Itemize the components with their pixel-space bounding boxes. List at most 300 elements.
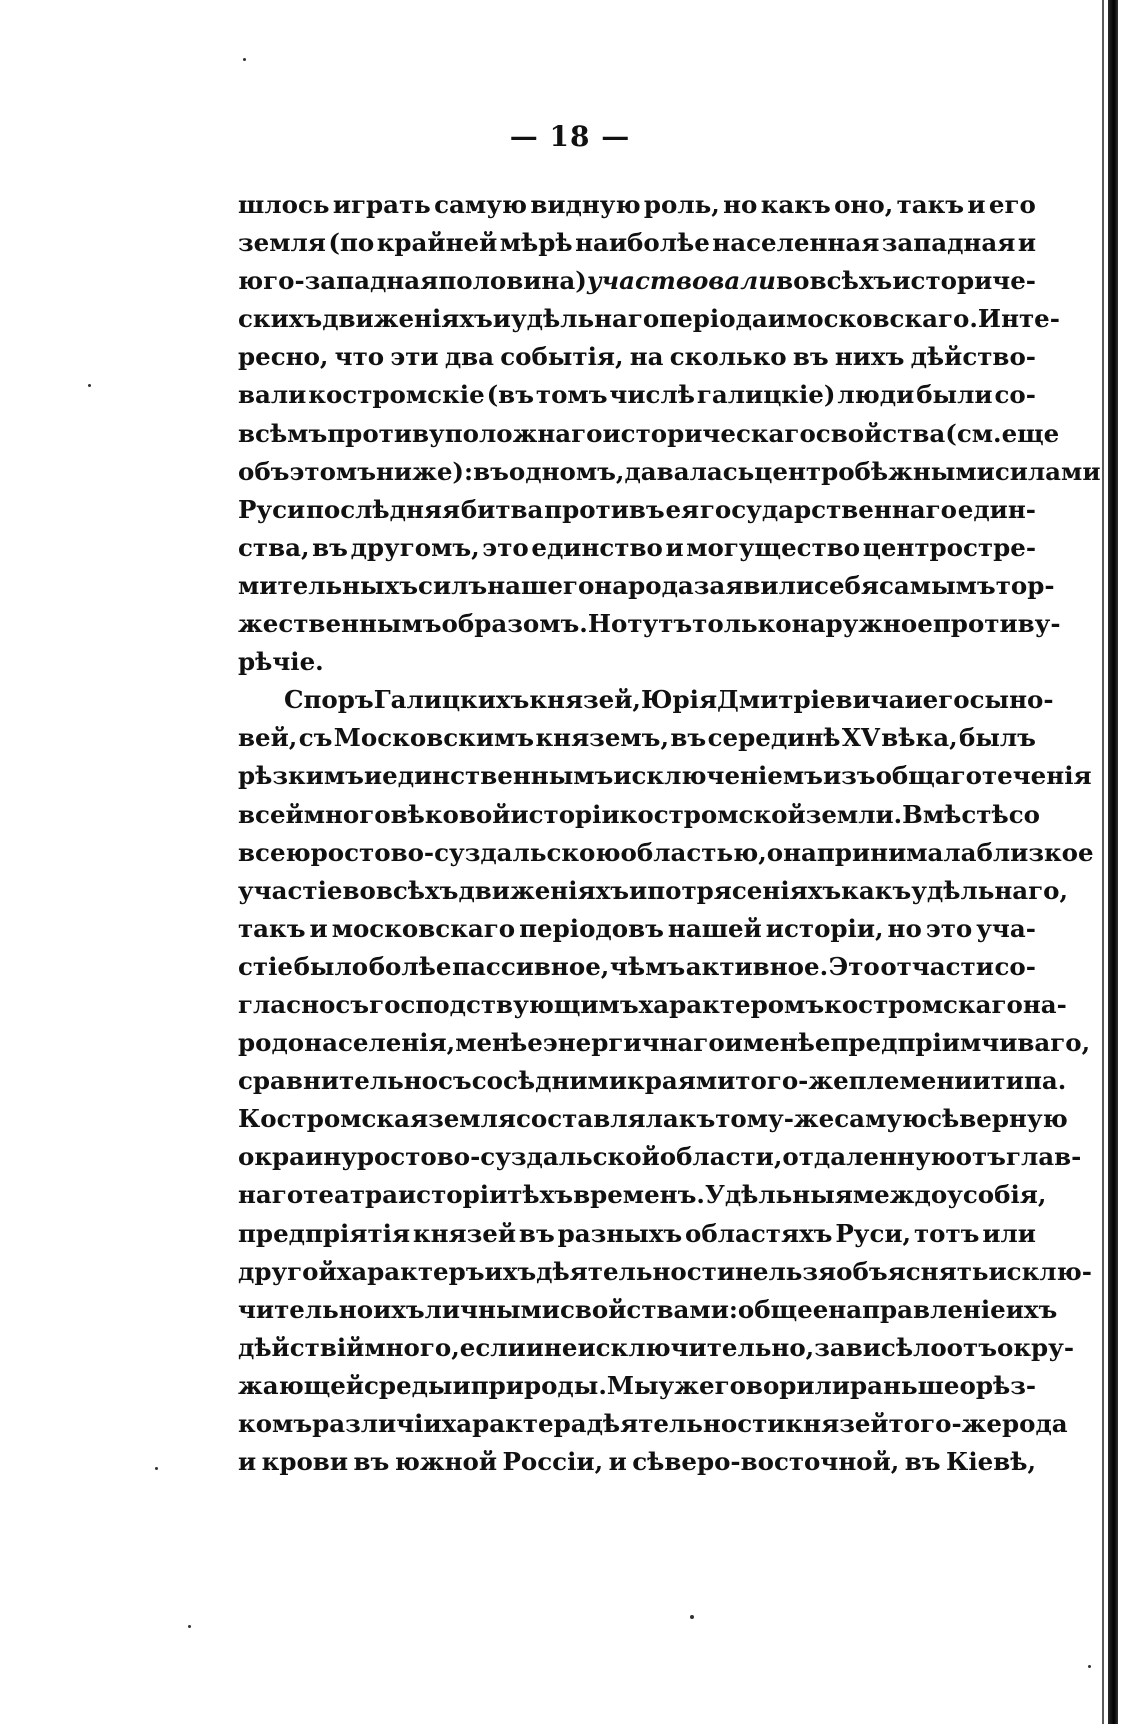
word: этомъ	[289, 456, 376, 486]
page-number: — 18 —	[509, 120, 631, 153]
word: себя	[814, 570, 879, 600]
word: историче-	[892, 266, 1036, 296]
word: давалась	[624, 456, 755, 486]
page-spine-line	[1102, 0, 1104, 1724]
word: и	[492, 304, 511, 334]
word: принимала	[816, 837, 977, 867]
word: близкое	[976, 837, 1094, 867]
paragraph-2	[238, 681, 1094, 1481]
word: оно,	[834, 190, 894, 219]
word: въ	[792, 342, 829, 372]
word: крови	[261, 1447, 348, 1477]
word: народа	[594, 570, 694, 600]
paper-speck	[690, 1615, 694, 1619]
text-line	[238, 757, 1092, 795]
word: земля	[238, 228, 326, 258]
word: жественнымъ	[238, 609, 442, 639]
word: сколько	[669, 342, 787, 372]
word: костромской	[619, 799, 806, 829]
word: Инте-	[977, 304, 1060, 334]
word: во	[776, 266, 810, 296]
word: ихъ	[373, 1294, 425, 1324]
word: исторіи	[510, 799, 620, 829]
word: княземъ,	[535, 723, 670, 753]
word: гласно	[238, 989, 336, 1019]
word: исторіи,	[765, 913, 884, 943]
word: исключительно,	[577, 1332, 815, 1362]
word: и	[972, 1066, 991, 1096]
word: раньше	[850, 1370, 960, 1400]
word: было	[293, 951, 369, 981]
word: общее	[737, 1294, 829, 1324]
word: изъ	[822, 761, 876, 791]
word: различіи	[312, 1409, 442, 1438]
word: междоусобія,	[852, 1180, 1047, 1210]
word: скихъ	[238, 304, 323, 334]
word: со-	[994, 380, 1036, 410]
word: и	[608, 1447, 627, 1477]
word: дѣйство-	[910, 342, 1036, 372]
word: сосѣдними	[471, 1066, 628, 1096]
word: зависѣло	[814, 1332, 947, 1362]
text-line	[238, 1024, 1091, 1062]
word: сѣверную	[927, 1104, 1068, 1134]
word: Юрія	[640, 685, 718, 715]
word: Это	[828, 951, 880, 981]
word: наго	[238, 1180, 304, 1210]
page-spine-shadow	[1108, 0, 1118, 1724]
text-line	[238, 338, 1036, 376]
word: играть	[332, 190, 431, 219]
word: Удѣльныя	[704, 1180, 853, 1210]
word: въ	[473, 456, 509, 486]
word: но	[723, 190, 758, 219]
word: на-	[1022, 989, 1067, 1019]
word: Но	[587, 609, 628, 639]
word: ростово-суздальской	[356, 1142, 660, 1172]
word: сѣверо-восточной,	[632, 1447, 900, 1477]
text-line	[238, 796, 1040, 834]
word: еще	[1001, 418, 1060, 448]
word: не	[543, 1332, 578, 1362]
word: отчасти	[880, 951, 994, 981]
word: областяхъ	[685, 1218, 833, 1248]
word: Вмѣстѣ	[902, 799, 1009, 829]
word: менѣе	[455, 1028, 543, 1058]
word: нашего	[487, 570, 595, 600]
text-line	[238, 1138, 1082, 1176]
word: менѣе	[742, 1028, 831, 1058]
word: былъ	[959, 723, 1036, 753]
word: ея	[665, 494, 700, 524]
text-line	[238, 1253, 1092, 1291]
word: господствующимъ	[369, 989, 639, 1019]
word: характеромъ	[638, 989, 825, 1019]
text-line	[238, 1062, 1067, 1100]
word: участвовали	[586, 266, 776, 296]
word: того-же	[735, 1066, 849, 1096]
word: южной	[394, 1447, 498, 1477]
word: мѣрѣ	[499, 228, 573, 258]
word: костромскаго	[824, 989, 1023, 1019]
word: личными	[424, 1294, 560, 1324]
word: окраину	[238, 1142, 357, 1172]
word: къ	[678, 1104, 716, 1134]
paragraph-1	[238, 186, 1101, 681]
word: уже	[658, 1370, 715, 1400]
word: того-же	[888, 1409, 1002, 1438]
word: направленіе	[828, 1294, 1006, 1324]
word: нихъ	[834, 342, 905, 372]
word: Руси	[238, 494, 306, 524]
word: серединѣ	[707, 723, 841, 753]
word: и	[629, 875, 648, 905]
word: пассивное,	[452, 951, 610, 981]
word: Россіи,	[502, 1447, 604, 1477]
word: какъ	[841, 875, 912, 905]
word: что	[334, 342, 385, 372]
word: такъ	[896, 190, 965, 219]
word: западная	[881, 228, 1016, 258]
word: но	[887, 913, 922, 943]
word: ресно,	[238, 342, 329, 372]
word: населенная	[712, 228, 880, 258]
word: со	[1008, 799, 1040, 829]
word: (по	[328, 228, 375, 258]
word: Кіевѣ,	[946, 1447, 1036, 1477]
word: нашей	[667, 913, 762, 943]
word: комъ	[238, 1409, 313, 1438]
word: его	[922, 685, 970, 715]
word: удѣльнаго	[510, 304, 660, 334]
word: другомъ,	[350, 532, 480, 562]
word: противъ	[544, 494, 665, 524]
word: болѣе	[368, 951, 452, 981]
word: историческаго	[602, 418, 816, 448]
word: многовѣковой	[303, 799, 511, 829]
word: Дмитріевича	[717, 685, 905, 715]
word: крайней	[376, 228, 498, 258]
word: составляла	[515, 1104, 679, 1134]
word: послѣдняя	[305, 494, 461, 524]
text-line	[238, 719, 1036, 757]
word: типа.	[990, 1066, 1067, 1096]
word: разныхъ	[557, 1218, 683, 1248]
word: юго-западная	[238, 266, 439, 296]
word: періода	[659, 304, 768, 334]
text-line	[238, 605, 1061, 643]
word: земли.	[805, 799, 903, 829]
word: государственнаго	[699, 494, 957, 524]
word: объ	[238, 456, 290, 486]
word: уча-	[976, 913, 1036, 943]
text-line	[238, 872, 1069, 910]
word: какъ	[760, 190, 831, 219]
word: краями	[627, 1066, 736, 1096]
word: противуположнаго	[327, 418, 603, 448]
word: ростово-суздальскою	[310, 837, 621, 867]
word: Московскимъ	[333, 723, 535, 753]
word: со-	[994, 951, 1036, 981]
text-line	[238, 1176, 1047, 1214]
word: тотъ	[913, 1218, 980, 1248]
word: исключеніемъ	[613, 761, 823, 791]
body-text	[238, 186, 1101, 1481]
paper-speck	[88, 384, 91, 387]
word: отъ	[946, 1332, 997, 1362]
word: во	[342, 875, 376, 905]
word: активное.	[685, 951, 829, 981]
word: временъ.	[573, 1180, 705, 1210]
word: центробѣжными	[754, 456, 995, 486]
text-line	[238, 986, 1067, 1024]
word: един-	[957, 494, 1036, 524]
word: характеръ	[336, 1256, 485, 1286]
word: вей,	[238, 723, 298, 753]
word: стіе	[238, 951, 293, 981]
word: всѣмъ	[238, 418, 328, 448]
text-line	[238, 1367, 1036, 1405]
word: Галицкихъ	[373, 685, 530, 715]
word: говорили	[714, 1370, 851, 1400]
word: характера	[441, 1409, 587, 1438]
word: московскаго.	[785, 304, 978, 334]
word: дѣйствій	[238, 1332, 365, 1362]
word: тому-же	[715, 1104, 835, 1134]
paper-speck	[155, 1467, 158, 1470]
word: среды	[364, 1370, 453, 1400]
text-line	[238, 1443, 1036, 1481]
word: костромскіе	[308, 380, 485, 410]
word: московскаго	[331, 913, 516, 943]
word: свойства	[815, 418, 946, 448]
text-line	[238, 643, 1036, 681]
word: силъ	[418, 570, 488, 600]
word: предпріимчиваго,	[830, 1028, 1091, 1058]
text-line	[238, 1291, 1058, 1329]
text-line	[238, 300, 1060, 338]
word: единственнымъ	[382, 761, 614, 791]
word: и	[363, 761, 383, 791]
word: сравнительно	[238, 1066, 438, 1096]
word: дѣятельности	[536, 1256, 735, 1286]
word: наружное	[791, 609, 933, 639]
text-line	[238, 529, 1036, 567]
word: противу-	[932, 609, 1061, 639]
text-line	[238, 453, 1101, 491]
text-line	[238, 567, 1055, 605]
word: или	[982, 1218, 1036, 1248]
paper-speck	[1088, 1665, 1091, 1668]
word: если	[459, 1332, 526, 1362]
word: ихъ	[1005, 1294, 1058, 1324]
word: и	[525, 1332, 544, 1362]
word: окру-	[997, 1332, 1075, 1362]
word: Руси,	[835, 1218, 912, 1248]
word: рѣз-	[975, 1370, 1037, 1400]
word: битва	[460, 494, 544, 524]
word: исторіи	[398, 1180, 508, 1210]
word: (въ	[486, 380, 534, 410]
word: тутъ	[627, 609, 693, 639]
word: и	[452, 1370, 471, 1400]
word: ихъ	[484, 1256, 537, 1286]
word: образомъ.	[441, 609, 588, 639]
word: вѣка,	[881, 723, 958, 753]
word: заявили	[693, 570, 815, 600]
text-line	[238, 1100, 1068, 1138]
text-line	[238, 224, 1036, 262]
word: областью,	[620, 837, 767, 867]
paper-speck	[243, 58, 246, 61]
word: и	[767, 304, 786, 334]
word: самымъ	[879, 570, 996, 600]
text-line	[238, 1405, 1068, 1443]
word: XV	[841, 723, 880, 753]
word: князей,	[529, 685, 641, 715]
word: исклю-	[988, 1256, 1092, 1286]
word: земля	[428, 1104, 516, 1134]
word: Мы	[606, 1370, 659, 1400]
word: самую	[434, 190, 528, 219]
word: единство	[531, 532, 663, 562]
word: области,	[659, 1142, 783, 1172]
word: это	[925, 913, 973, 943]
word: рѣзкимъ	[238, 761, 364, 791]
word: могущество	[686, 532, 861, 562]
word: племени	[848, 1066, 973, 1096]
word: Споръ	[284, 685, 374, 715]
word: Костромская	[238, 1104, 429, 1134]
word: (см.	[945, 418, 1002, 448]
word: событія,	[500, 342, 624, 372]
word: его	[988, 190, 1036, 219]
word: о	[959, 1370, 976, 1400]
word: одномъ,	[508, 456, 625, 486]
word: князей	[412, 1218, 517, 1248]
word: князей	[785, 1409, 889, 1438]
word: ства,	[238, 532, 310, 562]
text-line	[238, 1215, 1036, 1253]
word: періодовъ	[519, 913, 664, 943]
word: рода	[1001, 1409, 1068, 1438]
word: только	[692, 609, 792, 639]
word: отъ	[955, 1142, 1006, 1172]
word: потрясеніяхъ	[647, 875, 842, 905]
word: всѣхъ	[809, 266, 893, 296]
word: всей	[238, 799, 304, 829]
word: и	[724, 1028, 743, 1058]
word: въ	[312, 532, 348, 562]
word: роль,	[643, 190, 720, 219]
word: жающей	[238, 1370, 365, 1400]
paper-speck	[188, 1625, 191, 1628]
word: энергичнаго	[542, 1028, 725, 1058]
word: видную	[530, 190, 641, 219]
word: съ	[335, 989, 370, 1019]
word: числѣ	[609, 380, 695, 410]
word: люди	[837, 380, 915, 410]
word: и	[238, 1447, 257, 1477]
word: сыно-	[969, 685, 1054, 715]
word: въ	[518, 1218, 555, 1248]
word: шлось	[238, 190, 330, 219]
word: ниже):	[376, 456, 474, 486]
word: тор-	[995, 570, 1055, 600]
word: мительныхъ	[238, 570, 419, 600]
word: томъ	[535, 380, 608, 410]
text-line	[238, 910, 1036, 948]
word: тѣхъ	[507, 1180, 574, 1210]
text-line	[238, 948, 1036, 986]
text-line	[238, 415, 1060, 453]
text-line	[238, 491, 1036, 529]
word: глав-	[1005, 1142, 1082, 1172]
word: были	[916, 380, 993, 410]
word: центростре-	[862, 532, 1036, 562]
word: галицкіе)	[696, 380, 836, 410]
word: чѣмъ	[609, 951, 686, 981]
word: и	[309, 913, 328, 943]
word: движеніяхъ	[458, 875, 630, 905]
word: объяснять	[836, 1256, 989, 1286]
word: природы.	[470, 1370, 607, 1400]
word: нельзя	[735, 1256, 837, 1286]
word: всею	[238, 837, 311, 867]
word: и	[967, 190, 986, 219]
word: въ	[670, 723, 707, 753]
word: въ	[904, 1447, 941, 1477]
word: самую	[834, 1104, 928, 1134]
word: родонаселенія,	[238, 1028, 456, 1058]
word: силами	[994, 456, 1101, 486]
text-line	[238, 1329, 1075, 1367]
word: предпріятія	[238, 1218, 411, 1248]
word: вали	[238, 380, 307, 410]
word: отдаленную	[782, 1142, 956, 1172]
word: два	[444, 342, 495, 372]
word: она	[766, 837, 817, 867]
word: съ	[298, 723, 333, 753]
text-line	[238, 834, 1094, 872]
word: дѣятельности	[586, 1409, 786, 1438]
word: эти	[390, 342, 439, 372]
word: съ	[438, 1066, 472, 1096]
word: участіе	[238, 875, 343, 905]
word: и	[665, 532, 684, 562]
word: другой	[238, 1256, 337, 1286]
word: свойствами:	[559, 1294, 738, 1324]
word: это	[482, 532, 529, 562]
word: много,	[364, 1332, 460, 1362]
word: общаго	[875, 761, 982, 791]
word: театра	[303, 1180, 399, 1210]
word: и	[904, 685, 923, 715]
text-line	[238, 186, 1036, 224]
word: и	[1017, 228, 1036, 258]
word: всѣхъ	[375, 875, 459, 905]
word: такъ	[238, 913, 306, 943]
word: движеніяхъ	[322, 304, 493, 334]
text-line	[238, 376, 1036, 414]
word: въ	[353, 1447, 390, 1477]
text-line	[238, 262, 1036, 300]
text-line	[238, 681, 1054, 719]
word: на	[629, 342, 664, 372]
word: наиболѣе	[575, 228, 710, 258]
word: удѣльнаго,	[911, 875, 1069, 905]
word: рѣчіе.	[238, 647, 324, 677]
